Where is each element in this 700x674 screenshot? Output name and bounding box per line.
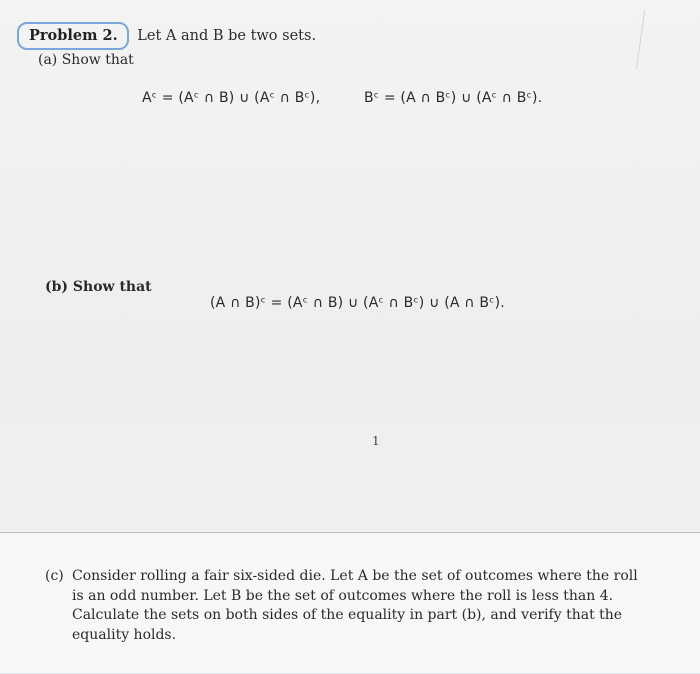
part-a-equation-1: Aᶜ = (Aᶜ ∩ B) ∪ (Aᶜ ∩ Bᶜ),: [142, 90, 321, 106]
part-b-label: (b) Show that: [45, 279, 152, 295]
part-c-line-4: equality holds.: [72, 626, 177, 643]
part-c-line-3: Calculate the sets on both sides of the equality in part (b), and verify that the: [72, 607, 623, 623]
part-a-equation-2: Bᶜ = (A ∩ Bᶜ) ∪ (Aᶜ ∩ Bᶜ).: [364, 90, 543, 106]
part-a-label: (a) Show that: [38, 52, 134, 68]
part-b-equation: (A ∩ B)ᶜ = (Aᶜ ∩ B) ∪ (Aᶜ ∩ Bᶜ) ∪ (A ∩ Bᶜ).: [210, 295, 505, 311]
part-c-line-2: is an odd number. Let B be the set of outcomes where the roll is less than 4.: [72, 587, 614, 604]
page-number: 1: [372, 434, 380, 448]
part-c-label: (c): [45, 568, 64, 584]
part-c-line-1-text: Consider rolling a fair six-sided die. Let A be the set of outcomes where the roll: [72, 568, 638, 584]
problem-number-badge: Problem 2.: [17, 22, 129, 50]
paper-mark: [636, 10, 645, 70]
part-c-text: [45, 567, 657, 645]
problem-header: [17, 22, 316, 50]
problem-intro-text: Let A and B be two sets.: [137, 28, 317, 44]
part-c-line-1: [45, 567, 657, 587]
